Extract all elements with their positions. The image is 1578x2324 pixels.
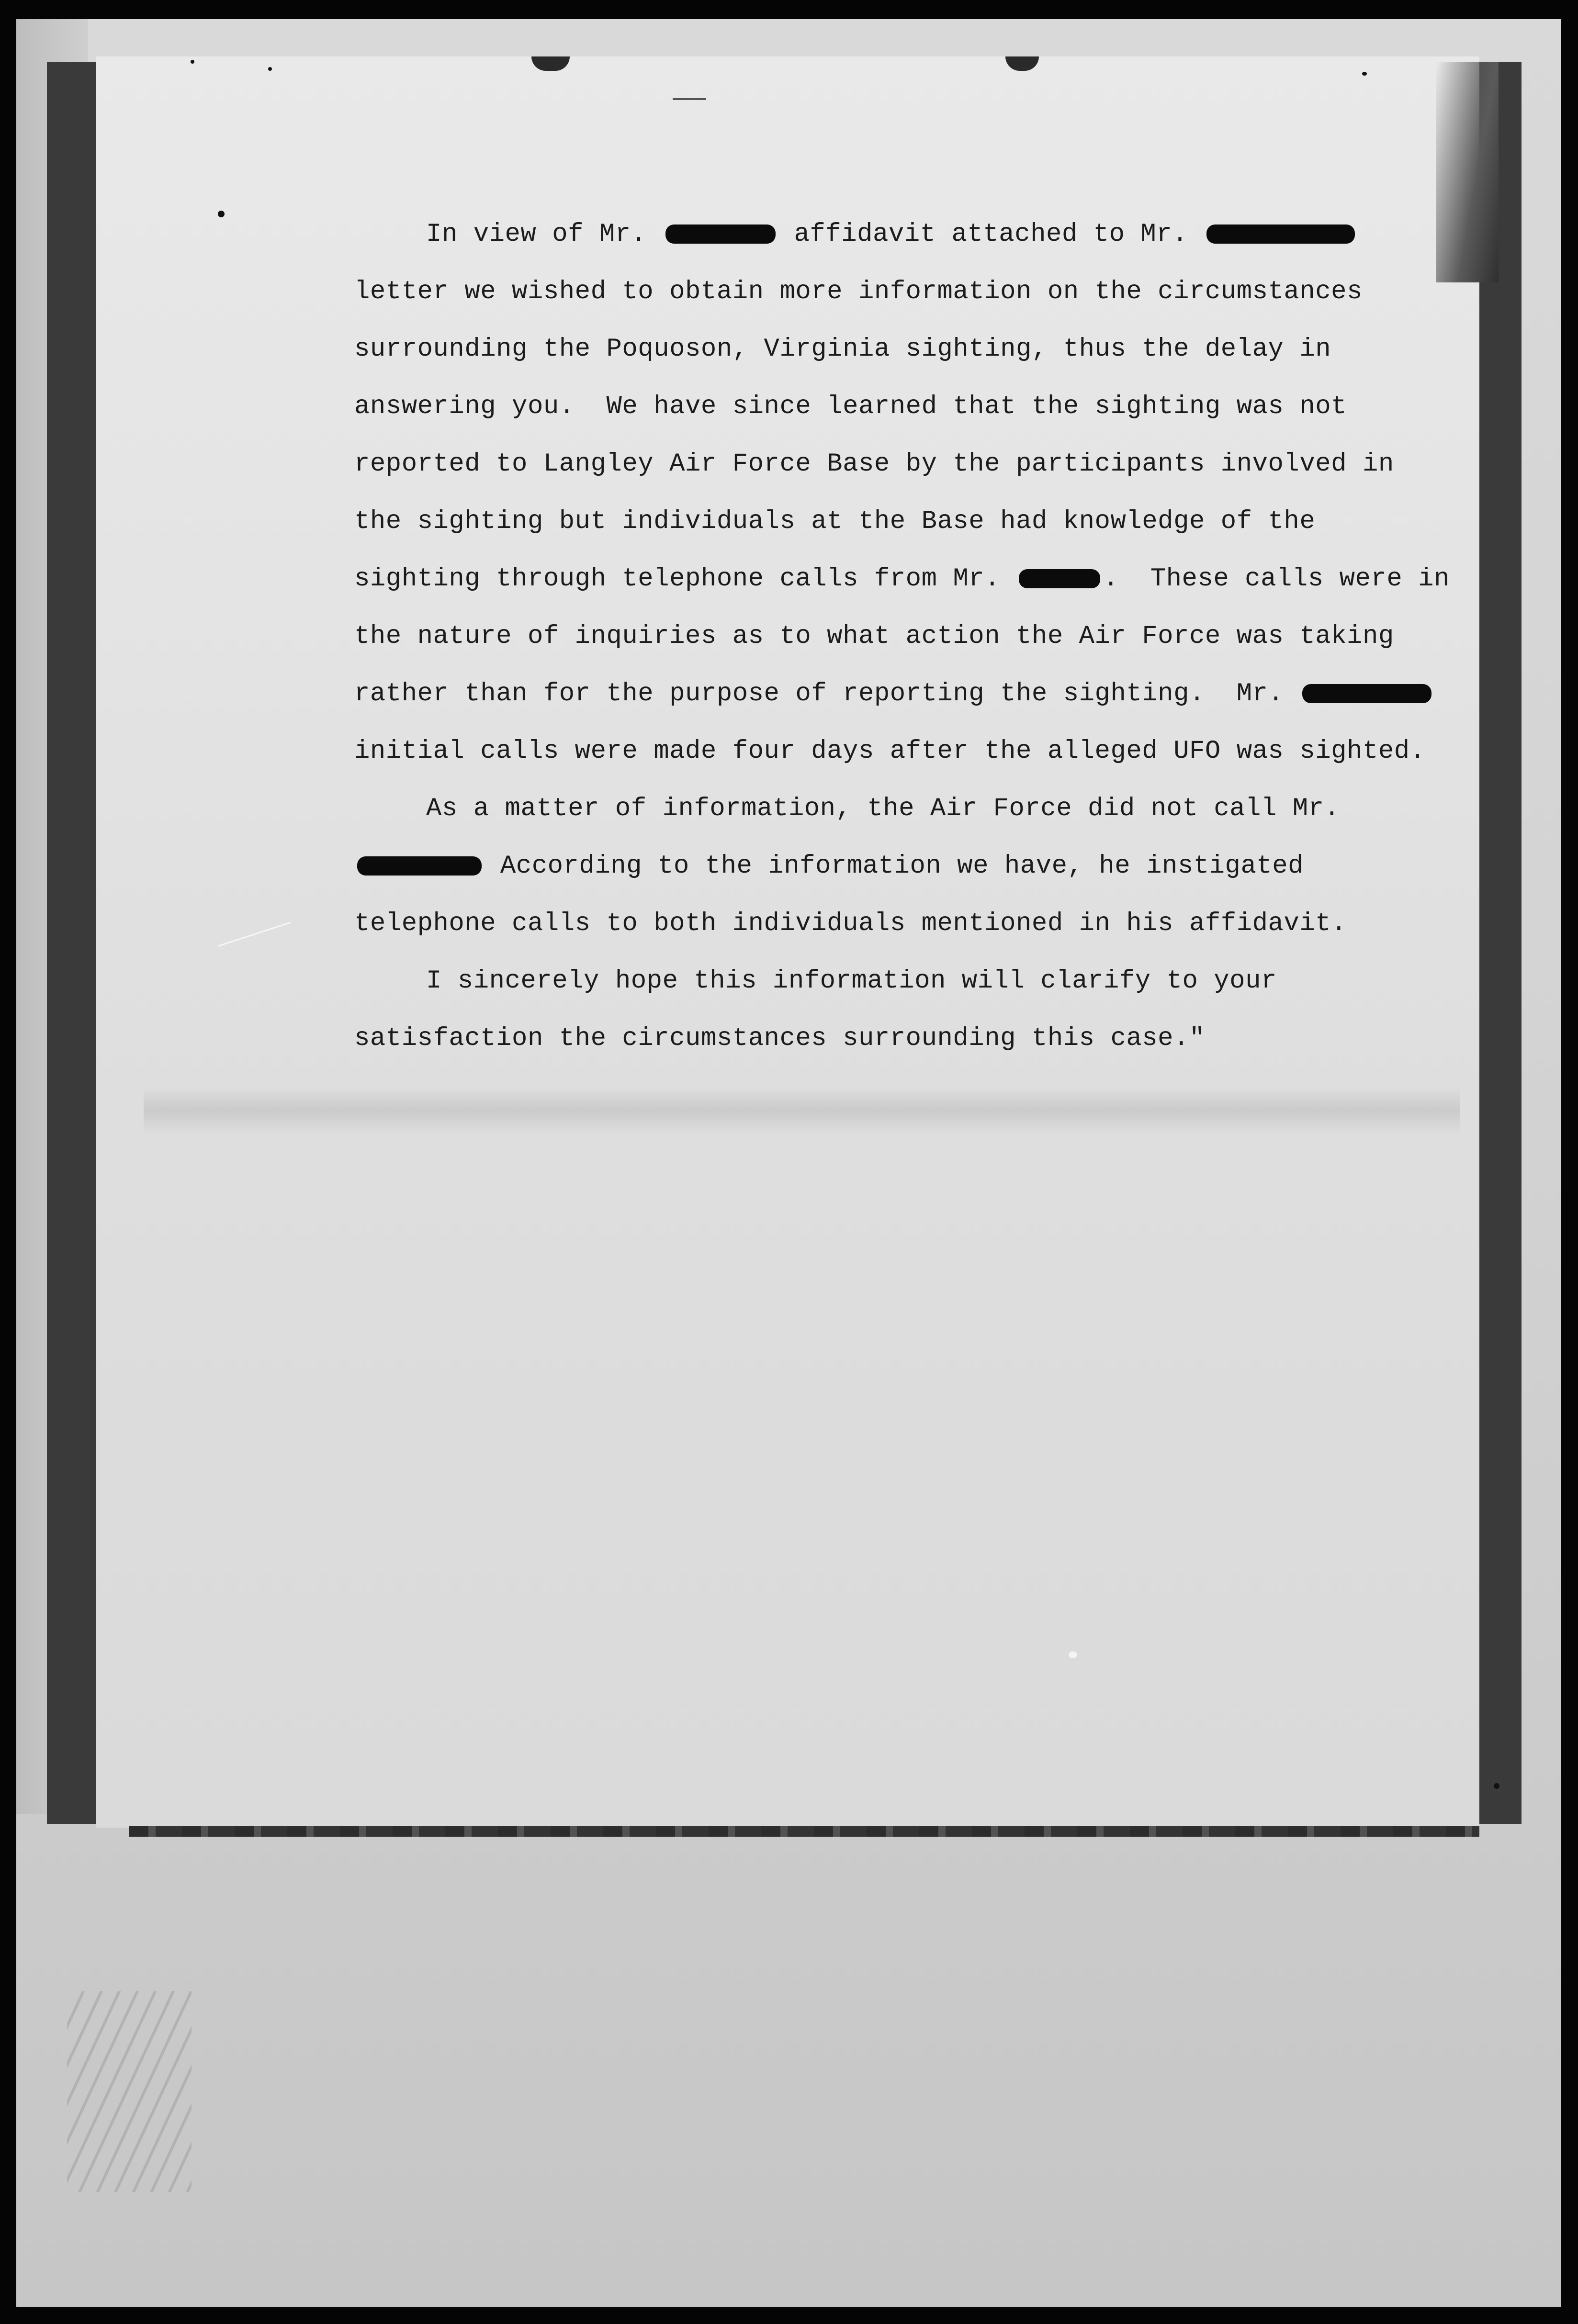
speck	[191, 60, 194, 64]
redaction-bar	[1302, 684, 1431, 703]
faint-bleedthrough	[144, 1087, 1460, 1134]
letter-text: According to the information we have, he instigated telephone calls to both individuals mentioned in his affidavit.	[354, 852, 1347, 938]
letter-text: As a matter of information, the Air Force did not call Mr.	[426, 794, 1340, 823]
letter-paragraph	[354, 206, 1465, 780]
scratch	[673, 98, 706, 100]
letter-body	[354, 206, 1465, 1067]
letter-paragraph	[354, 780, 1455, 953]
redaction-bar	[357, 856, 482, 876]
film-marks	[67, 1991, 192, 2192]
letter-text: In view of Mr.	[426, 220, 663, 249]
letter-text: initial calls were made four days after the alleged UFO was sighted.	[354, 679, 1451, 766]
redaction-bar	[665, 225, 776, 244]
letter-text: . These calls were in the nature of inquiries as to what action the Air Force was taking rather than for the purpose of reporting the sighting. Mr.	[354, 564, 1465, 708]
letter-paragraph	[354, 953, 1455, 1067]
letter-text: affidavit attached to Mr.	[778, 220, 1204, 249]
speck	[268, 67, 272, 71]
redaction-bar	[1019, 569, 1100, 588]
speck	[1362, 72, 1367, 76]
sheet-bottom-edge	[129, 1826, 1479, 1837]
redaction-bar	[1206, 225, 1355, 244]
letter-text: I sincerely hope this information will clarify to your satisfaction the circumstances surrounding this case."	[354, 966, 1293, 1053]
letter-text: letter we wished to obtain more information on the circumstances surrounding the Poquoson, Virginia sighting, thus the delay in answering you. We have since learned that the sighting was not reported to Langley Air Force Base by the participants involved in the sighting but individuals at the Base had knowledge of the sighting through telephone calls from Mr.	[354, 220, 1410, 594]
speck	[1494, 1783, 1499, 1789]
speck	[218, 211, 225, 217]
speck	[1069, 1651, 1077, 1658]
